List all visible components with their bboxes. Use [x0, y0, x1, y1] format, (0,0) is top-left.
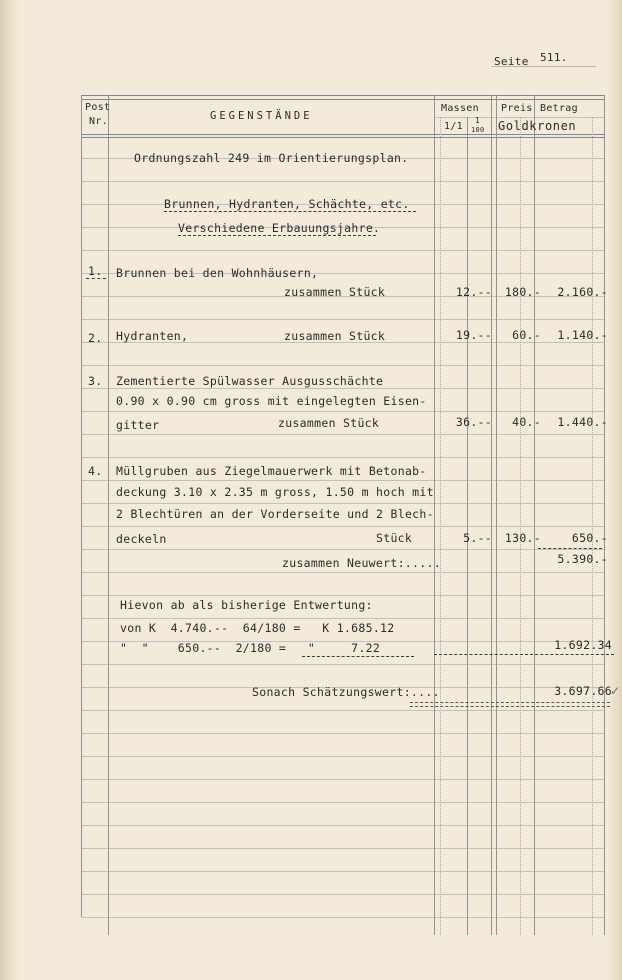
entwertung-calc-line: " " 650.-- 2/180 = " 7.22 — [120, 641, 381, 655]
intro-years-underline — [178, 235, 376, 236]
header-gegenstaende: GEGENSTÄNDE — [210, 110, 313, 122]
entwertung-calc-line: von K 4.740.-- 64/180 = K 1.685.12 — [120, 621, 395, 635]
item-description: 0.90 x 0.90 cm gross mit eingelegten Eisen- — [116, 394, 427, 408]
neuwert-label: zusammen Neuwert:..... — [282, 556, 441, 570]
item-number: 4. — [88, 464, 103, 478]
item-quantity-label: zusammen Stück — [284, 329, 386, 343]
entwertung-rule — [434, 654, 614, 655]
item-betrag: 650.- — [571, 531, 608, 545]
item-description: Müllgruben aus Ziegelmauerwerk mit Betonab- — [116, 464, 427, 478]
item-betrag: 1.140.- — [557, 328, 608, 342]
header-massen-fraction-num: 1 — [475, 116, 481, 125]
item-preis: 40.- — [512, 415, 541, 429]
item-masse: 19.-- — [455, 328, 492, 342]
header-massen-full: 1/1 — [444, 121, 463, 132]
item-description: 2 Blechtüren an der Vorderseite und 2 Blech- — [116, 507, 434, 521]
schaetzung-value: 3.697.66 — [554, 684, 612, 698]
page-number: 511. — [540, 51, 568, 64]
schaetzung-double-rule — [410, 702, 610, 707]
entwertung-calc-underline — [302, 656, 414, 657]
item-quantity-label: zusammen Stück — [278, 416, 380, 430]
intro-years: Verschiedene Erbauungsjahre. — [178, 221, 381, 235]
header-massen-fraction-den: 100 — [471, 126, 485, 134]
header-betrag: Betrag — [540, 103, 578, 114]
header-massen: Massen — [441, 103, 479, 114]
intro-category: Brunnen, Hydranten, Schächte, etc. — [164, 197, 410, 211]
item-description: Brunnen bei den Wohnhäusern, — [116, 266, 319, 280]
entwertung-label: Hievon ab als bisherige Entwertung: — [120, 598, 373, 612]
header-post: Post — [85, 102, 111, 113]
item-number: 3. — [88, 374, 103, 388]
item-number-underline — [86, 278, 106, 279]
item-description: gitter — [116, 418, 160, 432]
page-edge-shadow — [608, 0, 622, 980]
item-preis: 60.- — [512, 328, 541, 342]
page-binding-shadow — [0, 0, 22, 980]
item-masse: 36.-- — [455, 415, 492, 429]
header-preis: Preis — [501, 103, 533, 114]
header-currency: Goldkronen — [498, 119, 577, 133]
item-preis: 180.- — [504, 285, 541, 299]
item-description: Hydranten, — [116, 329, 189, 343]
checkmark-icon: ✓ — [610, 684, 621, 698]
item-quantity-label: Stück — [376, 531, 413, 545]
page-label: Seite — [494, 55, 529, 68]
item-description: deckung 3.10 x 2.35 m gross, 1.50 m hoch mit — [116, 485, 434, 499]
item-masse: 5.-- — [463, 531, 492, 545]
item-number: 1. — [88, 264, 103, 278]
page-number-underline — [492, 66, 596, 67]
neuwert-value: 5.390.- — [557, 552, 608, 566]
neuwert-rule — [538, 548, 602, 549]
item-preis: 130.- — [504, 531, 541, 545]
intro-category-underline — [164, 211, 416, 212]
item-masse: 12.-- — [455, 285, 492, 299]
schaetzung-label: Sonach Schätzungswert:.... — [252, 685, 440, 699]
entwertung-value: 1.692.34 — [554, 638, 612, 652]
intro-ordnungszahl: Ordnungszahl 249 im Orientierungsplan. — [134, 151, 409, 165]
item-quantity-label: zusammen Stück — [284, 285, 386, 299]
header-nr: Nr. — [89, 116, 108, 127]
item-betrag: 1.440.- — [557, 415, 608, 429]
item-description: Zementierte Spülwasser Ausgusschächte — [116, 374, 384, 388]
item-number: 2. — [88, 331, 103, 345]
item-betrag: 2.160.- — [557, 285, 608, 299]
item-description: deckeln — [116, 532, 167, 546]
